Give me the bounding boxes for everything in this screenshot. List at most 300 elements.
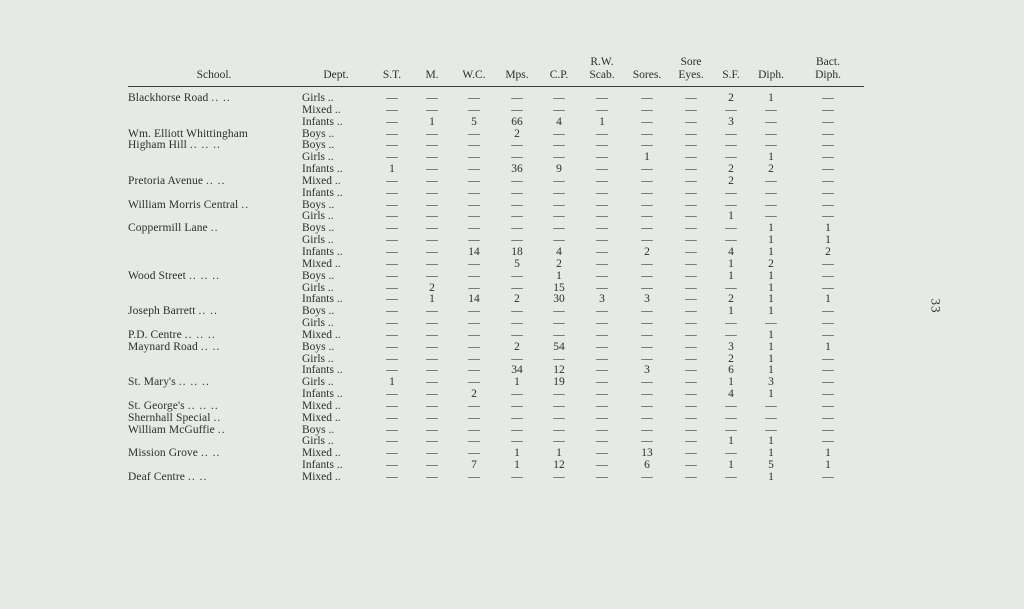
value-cell: —: [822, 270, 834, 282]
value-cell: 14: [468, 294, 480, 306]
value-cell: —: [511, 199, 523, 211]
value-cell: —: [386, 92, 398, 104]
value-cell: 34: [511, 365, 523, 377]
value-cell: 2: [514, 294, 520, 306]
value-cell: —: [468, 424, 480, 436]
table-row: [128, 211, 864, 223]
value-cell: —: [386, 306, 398, 318]
value-cell: —: [641, 341, 653, 353]
value-cell: 1: [825, 460, 831, 472]
value-cell: 1: [514, 460, 520, 472]
value-cell: —: [426, 472, 438, 483]
value-cell: —: [685, 116, 697, 128]
value-cell: —: [426, 152, 438, 164]
dept-name: Mixed: [302, 448, 333, 460]
dept-cell: Girls ..: [302, 377, 334, 389]
school-cell: [128, 436, 300, 448]
value-cell: —: [553, 318, 565, 330]
value-cell: —: [426, 140, 438, 152]
value-cell: —: [468, 412, 480, 424]
leader-dots: .. .. ..: [188, 270, 220, 282]
value-cell: 1: [768, 282, 774, 294]
dept-name: Boys: [302, 341, 326, 353]
school-cell: [128, 259, 300, 271]
value-cell: 1: [825, 223, 831, 235]
value-cell: —: [426, 377, 438, 389]
value-cell: —: [685, 246, 697, 258]
value-cell: —: [553, 152, 565, 164]
table-row: [128, 294, 864, 306]
value-cell: —: [468, 128, 480, 140]
dept-cell: Boys ..: [302, 341, 335, 353]
value-cell: 1: [768, 235, 774, 247]
table-row: [128, 247, 864, 259]
school-name: Wood Street: [128, 270, 186, 282]
value-cell: —: [386, 424, 398, 436]
table-row: [128, 188, 864, 200]
value-cell: —: [822, 400, 834, 412]
value-cell: —: [386, 116, 398, 128]
dept-name: Mixed: [302, 175, 333, 187]
value-cell: —: [426, 460, 438, 472]
value-cell: —: [468, 365, 480, 377]
value-cell: —: [641, 472, 653, 483]
value-cell: —: [426, 128, 438, 140]
value-cell: —: [553, 472, 565, 483]
value-cell: —: [765, 199, 777, 211]
value-cell: —: [386, 318, 398, 330]
value-cell: —: [386, 329, 398, 341]
value-cell: —: [386, 258, 398, 270]
dept-name: Mixed: [302, 400, 333, 412]
value-cell: —: [641, 116, 653, 128]
value-cell: —: [468, 258, 480, 270]
value-cell: 2: [728, 353, 734, 365]
value-cell: —: [468, 329, 480, 341]
school-name: Maynard Road: [128, 341, 198, 353]
value-cell: —: [685, 258, 697, 270]
dept-cell: Boys ..: [302, 199, 335, 211]
value-cell: —: [426, 353, 438, 365]
value-cell: —: [553, 92, 565, 104]
header-rw-line1: R.W.: [590, 56, 614, 68]
value-cell: —: [641, 424, 653, 436]
dept-name: Boys: [302, 270, 326, 282]
value-cell: —: [386, 187, 398, 199]
table-row: [128, 306, 864, 318]
value-cell: —: [386, 472, 398, 483]
value-cell: —: [685, 389, 697, 401]
value-cell: 4: [556, 116, 562, 128]
header-rw-scab: [580, 56, 624, 87]
value-cell: 1: [556, 448, 562, 460]
school-name: William McGuffie: [128, 424, 215, 436]
value-cell: —: [468, 341, 480, 353]
value-cell: 30: [553, 294, 565, 306]
school-cell: [128, 342, 300, 354]
value-cell: —: [553, 306, 565, 318]
value-cell: —: [511, 223, 523, 235]
value-cell: —: [685, 164, 697, 176]
value-cell: —: [511, 436, 523, 448]
value-cell: —: [685, 353, 697, 365]
school-cell: [128, 223, 300, 235]
value-cell: —: [822, 329, 834, 341]
value-cell: —: [725, 448, 737, 460]
value-cell: —: [641, 306, 653, 318]
header-sore-eyes-line1: Sore: [680, 56, 702, 68]
dept-name: Girls: [302, 92, 325, 104]
value-cell: 1: [644, 152, 650, 164]
value-cell: —: [725, 424, 737, 436]
value-cell: —: [725, 329, 737, 341]
value-cell: —: [685, 436, 697, 448]
value-cell: —: [386, 436, 398, 448]
value-cell: —: [685, 211, 697, 223]
table-row: [128, 389, 864, 401]
value-cell: —: [386, 246, 398, 258]
value-cell: —: [468, 400, 480, 412]
value-cell: 2: [728, 175, 734, 187]
dept-cell: Infants ..: [302, 294, 343, 306]
value-cell: —: [596, 377, 608, 389]
value-cell: 5: [514, 258, 520, 270]
leader-dots: .. ..: [200, 341, 221, 353]
value-cell: —: [468, 92, 480, 104]
value-cell: —: [426, 329, 438, 341]
value-cell: 3: [728, 341, 734, 353]
value-cell: —: [386, 128, 398, 140]
value-cell: —: [685, 377, 697, 389]
value-cell: —: [426, 365, 438, 377]
table-row: [128, 425, 864, 437]
value-cell: —: [725, 282, 737, 294]
dept-cell: Girls ..: [302, 211, 334, 223]
value-cell: —: [765, 104, 777, 116]
value-cell: —: [641, 223, 653, 235]
leader-dots: .. ..: [200, 448, 221, 460]
school-name: Deaf Centre: [128, 472, 185, 483]
school-cell: [128, 152, 300, 164]
value-cell: —: [685, 400, 697, 412]
value-cell: 1: [768, 270, 774, 282]
leader-dots: .. ..: [211, 92, 231, 104]
value-cell: —: [685, 152, 697, 164]
value-cell: —: [641, 175, 653, 187]
value-cell: —: [386, 448, 398, 460]
value-cell: 1: [768, 353, 774, 365]
dept-cell: Boys ..: [302, 128, 335, 140]
value-cell: —: [685, 448, 697, 460]
value-cell: —: [468, 282, 480, 294]
table-row: [128, 129, 864, 141]
value-cell: 1: [429, 116, 435, 128]
dept-name: Girls: [302, 235, 325, 247]
school-name: Coppermill Lane: [128, 223, 208, 235]
value-cell: —: [596, 128, 608, 140]
value-cell: 6: [644, 460, 650, 472]
value-cell: —: [426, 199, 438, 211]
value-cell: —: [822, 187, 834, 199]
dept-name: Infants: [302, 164, 334, 176]
value-cell: —: [725, 104, 737, 116]
value-cell: —: [685, 128, 697, 140]
value-cell: 1: [514, 377, 520, 389]
school-cell: [128, 389, 300, 401]
value-cell: 19: [553, 377, 565, 389]
dept-name: Girls: [302, 318, 325, 330]
value-cell: —: [596, 246, 608, 258]
school-name: William Morris Central: [128, 199, 239, 211]
dept-cell: Girls ..: [302, 436, 334, 448]
value-cell: 7: [471, 460, 477, 472]
dept-cell: Girls ..: [302, 318, 334, 330]
value-cell: —: [553, 128, 565, 140]
header-school: School.: [128, 56, 300, 87]
value-cell: —: [596, 341, 608, 353]
value-cell: —: [596, 448, 608, 460]
value-cell: 54: [553, 341, 565, 353]
header-sore-eyes-line2: Eyes.: [678, 69, 704, 81]
value-cell: —: [596, 329, 608, 341]
dept-cell: Infants ..: [302, 164, 343, 176]
value-cell: 2: [825, 246, 831, 258]
value-cell: —: [511, 472, 523, 483]
value-cell: —: [725, 223, 737, 235]
value-cell: —: [511, 282, 523, 294]
table-row: [128, 200, 864, 212]
value-cell: —: [685, 365, 697, 377]
value-cell: —: [596, 282, 608, 294]
value-cell: —: [386, 389, 398, 401]
value-cell: —: [685, 306, 697, 318]
value-cell: —: [596, 318, 608, 330]
value-cell: —: [596, 199, 608, 211]
value-cell: —: [822, 128, 834, 140]
page-number: 33: [928, 298, 944, 314]
value-cell: —: [596, 140, 608, 152]
value-cell: —: [725, 187, 737, 199]
leader-dots: .. .. ..: [178, 377, 210, 389]
value-cell: —: [386, 152, 398, 164]
value-cell: —: [822, 258, 834, 270]
value-cell: —: [426, 92, 438, 104]
value-cell: —: [822, 140, 834, 152]
value-cell: —: [596, 472, 608, 483]
value-cell: —: [386, 353, 398, 365]
leader-dots: .. .. ..: [184, 329, 216, 341]
value-cell: —: [641, 187, 653, 199]
value-cell: 1: [514, 448, 520, 460]
school-cell: [128, 164, 300, 176]
value-cell: —: [822, 412, 834, 424]
header-sf: S.F.: [712, 56, 750, 87]
dept-cell: Girls ..: [302, 152, 334, 164]
school-name: Mission Grove: [128, 448, 198, 460]
value-cell: —: [468, 448, 480, 460]
value-cell: —: [386, 365, 398, 377]
value-cell: 1: [728, 306, 734, 318]
dept-name: Mixed: [302, 412, 333, 424]
dept-cell: Boys ..: [302, 306, 335, 318]
value-cell: —: [596, 152, 608, 164]
value-cell: —: [426, 424, 438, 436]
value-cell: —: [641, 282, 653, 294]
value-cell: 1: [768, 472, 774, 483]
value-cell: —: [553, 400, 565, 412]
value-cell: —: [822, 116, 834, 128]
header-sores: Sores.: [624, 56, 670, 87]
school-cell: [128, 105, 300, 117]
value-cell: —: [386, 223, 398, 235]
table-row: [128, 354, 864, 366]
value-cell: 3: [599, 294, 605, 306]
value-cell: —: [426, 318, 438, 330]
value-cell: —: [426, 448, 438, 460]
value-cell: —: [553, 235, 565, 247]
value-cell: —: [468, 353, 480, 365]
value-cell: 2: [768, 164, 774, 176]
value-cell: —: [468, 140, 480, 152]
value-cell: 1: [768, 341, 774, 353]
school-cell: [128, 425, 300, 437]
dept-cell: Mixed ..: [302, 104, 341, 116]
value-cell: —: [641, 436, 653, 448]
value-cell: —: [596, 164, 608, 176]
table-row: [128, 342, 864, 354]
table-row: [128, 365, 864, 377]
school-cell: [128, 448, 300, 460]
school-name: Pretoria Avenue: [128, 175, 204, 187]
value-cell: —: [596, 353, 608, 365]
value-cell: 1: [825, 341, 831, 353]
value-cell: —: [386, 282, 398, 294]
dept-cell: Mixed ..: [302, 175, 341, 187]
header-row: [128, 56, 864, 87]
value-cell: —: [386, 400, 398, 412]
value-cell: —: [765, 128, 777, 140]
value-cell: —: [596, 211, 608, 223]
value-cell: —: [426, 104, 438, 116]
leader-dots: .. ..: [206, 175, 226, 187]
value-cell: —: [641, 318, 653, 330]
value-cell: —: [511, 412, 523, 424]
value-cell: —: [553, 436, 565, 448]
table-row: [128, 472, 864, 484]
dept-cell: Mixed ..: [302, 400, 341, 412]
school-cell: [128, 87, 300, 105]
table-row: [128, 318, 864, 330]
dept-cell: Infants ..: [302, 187, 343, 199]
value-cell: —: [765, 140, 777, 152]
value-cell: 13: [641, 448, 653, 460]
school-cell: [128, 330, 300, 342]
table-row: [128, 223, 864, 235]
value-cell: —: [386, 270, 398, 282]
value-cell: —: [553, 104, 565, 116]
value-cell: —: [822, 92, 834, 104]
value-cell: —: [822, 211, 834, 223]
value-cell: —: [426, 223, 438, 235]
value-cell: 2: [728, 164, 734, 176]
dept-name: Infants: [302, 116, 334, 128]
value-cell: —: [685, 92, 697, 104]
value-cell: 1: [728, 211, 734, 223]
value-cell: —: [511, 235, 523, 247]
value-cell: 1: [768, 223, 774, 235]
value-cell: —: [641, 164, 653, 176]
value-cell: —: [596, 400, 608, 412]
value-cell: 1: [728, 460, 734, 472]
value-cell: —: [553, 412, 565, 424]
value-cell: —: [511, 140, 523, 152]
value-cell: —: [725, 140, 737, 152]
value-cell: —: [426, 306, 438, 318]
value-cell: 3: [644, 294, 650, 306]
table-row: [128, 283, 864, 295]
dept-name: Infants: [302, 246, 334, 258]
value-cell: 2: [471, 389, 477, 401]
value-cell: 18: [511, 246, 523, 258]
value-cell: —: [386, 140, 398, 152]
value-cell: —: [641, 235, 653, 247]
school-name: St. George's: [128, 400, 185, 412]
school-name: P.D. Centre: [128, 329, 182, 341]
value-cell: —: [765, 187, 777, 199]
school-cell: [128, 318, 300, 330]
value-cell: —: [596, 258, 608, 270]
value-cell: 4: [728, 389, 734, 401]
value-cell: —: [822, 175, 834, 187]
value-cell: 2: [728, 294, 734, 306]
value-cell: —: [765, 116, 777, 128]
value-cell: —: [511, 353, 523, 365]
dept-cell: Girls ..: [302, 353, 334, 365]
table-row: [128, 152, 864, 164]
value-cell: —: [685, 104, 697, 116]
header-rw-line2: Scab.: [589, 69, 615, 81]
value-cell: 4: [556, 246, 562, 258]
value-cell: —: [822, 424, 834, 436]
dept-name: Girls: [302, 353, 325, 365]
school-name: St. Mary's: [128, 377, 176, 389]
value-cell: —: [685, 199, 697, 211]
value-cell: —: [386, 175, 398, 187]
school-cell: [128, 247, 300, 259]
value-cell: —: [641, 140, 653, 152]
header-mps: Mps.: [496, 56, 538, 87]
dept-cell: Mixed ..: [302, 448, 341, 460]
value-cell: 2: [514, 341, 520, 353]
school-cell: [128, 294, 300, 306]
school-cell: [128, 235, 300, 247]
dept-cell: Boys ..: [302, 223, 335, 235]
header-diph: Diph.: [750, 56, 792, 87]
school-name: Joseph Barrett: [128, 306, 196, 318]
school-cell: [128, 460, 300, 472]
value-cell: —: [685, 140, 697, 152]
dept-name: Mixed: [302, 329, 333, 341]
school-name: Higham Hill: [128, 140, 187, 152]
value-cell: —: [386, 211, 398, 223]
dept-name: Girls: [302, 152, 325, 164]
value-cell: 1: [768, 306, 774, 318]
dept-cell: Mixed ..: [302, 258, 341, 270]
value-cell: —: [822, 365, 834, 377]
value-cell: 1: [825, 294, 831, 306]
value-cell: —: [685, 329, 697, 341]
value-cell: —: [468, 318, 480, 330]
